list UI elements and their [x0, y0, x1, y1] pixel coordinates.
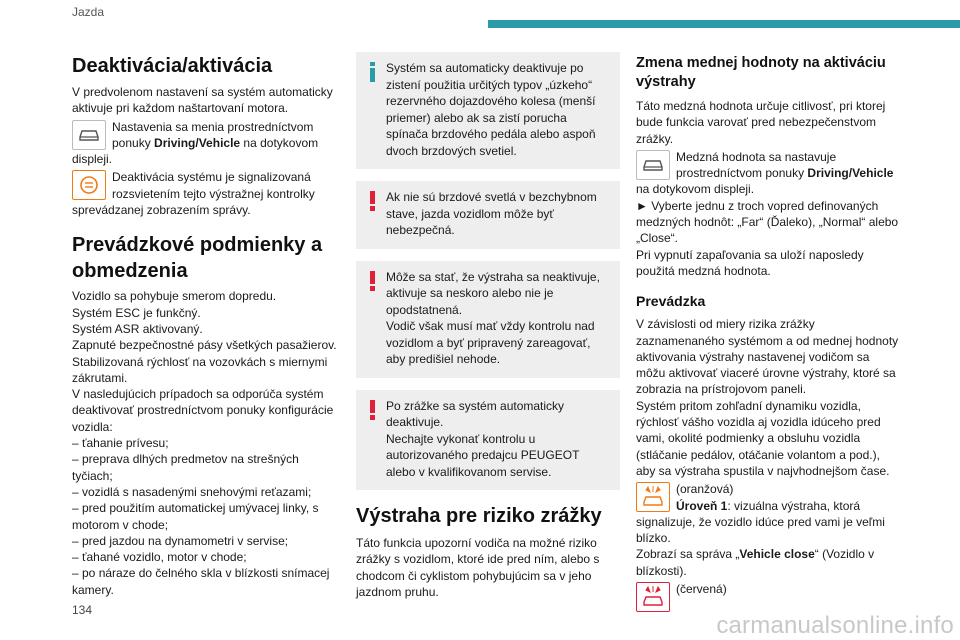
- warning-box-after-collision: [356, 390, 620, 491]
- threshold-settings-note: [636, 149, 902, 198]
- level-1-text: : vizuálna výstraha, ktorá signalizuje, že vozidlo idúce pred vami je veľmi blízko.: [636, 498, 885, 546]
- condition-line: – preprava dlhých predmetov na strešných tyčiach;: [72, 452, 299, 483]
- menu-vehicle: Vehicle: [198, 135, 241, 150]
- condition-line: Systém ASR aktivovaný.: [72, 321, 203, 336]
- menu-driving: Driving: [154, 135, 196, 150]
- warning-exclamation-icon: [369, 271, 377, 296]
- red-collision-alert-icon: [636, 582, 670, 612]
- settings-note-text: Nastavenia sa menia prostredníctvom ponuky: [112, 119, 314, 150]
- heading-threshold-change: Zmena mednej hodnoty na aktiváciu výstrahy: [636, 55, 886, 90]
- conditions-list: [72, 288, 342, 598]
- warning-exclamation-icon: [369, 400, 377, 425]
- car-settings-icon: [636, 150, 670, 180]
- paragraph-last-threshold-saved: Pri vypnutí zapaľovania sa uloží naposledy použitá medzná hodnota.: [636, 247, 864, 278]
- heading-operation: Prevádzka: [636, 293, 706, 310]
- condition-line: Vozidlo sa pohybuje smerom dopredu.: [72, 289, 277, 304]
- info-box: [356, 52, 620, 169]
- condition-line: – po náraze do čelného skla v blízkosti snímacej kamery.: [72, 566, 330, 597]
- menu-separator: /: [195, 135, 199, 150]
- condition-line: V nasledujúcich prípadoch sa odporúča systém deaktivovať prostredníctvom ponuky konfigurácie vozidla:: [72, 387, 334, 434]
- paragraph-choose-threshold: ► Vyberte jednu z troch vopred definovaných medzných hodnôt: „Far“ (Ďaleko), „Normal“ alebo „Close“.: [636, 198, 899, 246]
- red-label: (červená): [676, 582, 727, 597]
- paragraph-default-activation: V predvolenom nastavení sa systém automaticky aktivuje pri každom naštartovaní motora.: [72, 85, 333, 116]
- header-section-label: Jazda: [72, 5, 105, 19]
- column-right: [636, 52, 902, 612]
- paragraph-operation-levels: V závislosti od miery rizika zrážky zaznamenaného systémom a od mednej hodnoty aktivovania výstrahy nastavenej vodičom sa môžu aktivovať viaceré úrovne výstrahy, ktoré sa zobrazia na prístrojovom paneli.: [636, 317, 899, 397]
- menu-vehicle: Vehicle: [852, 166, 894, 181]
- column-left: [72, 52, 342, 598]
- settings-note: [72, 119, 342, 168]
- paragraph-threshold: Táto medzná hodnota určuje citlivosť, pri ktorej bude funkcia varovať pred nebezpečenstvom zrážky.: [636, 99, 886, 146]
- level1-note: [636, 481, 902, 546]
- condition-line: – vozidlá s nasadenými snehovými reťazami;: [72, 484, 312, 499]
- orange-collision-alert-icon: [636, 482, 670, 512]
- warning-text: Po zrážke sa systém automaticky deaktivuje. Nechajte vykonať kontrolu u autorizovaného predajcu PEUGEOT alebo v kvalifikovanom servise.: [386, 398, 580, 479]
- car-settings-icon: [72, 120, 106, 150]
- warning-lamp-text: Deaktivácia systému je signalizovaná rozsvietením tejto výstražnej kontrolky sprevádzanej zobrazením správy.: [72, 170, 315, 218]
- condition-line: – ťahané vozidlo, motor v chode;: [72, 550, 247, 565]
- menu-separator: /: [848, 166, 853, 181]
- header-accent-bar: [488, 20, 960, 28]
- condition-line: Systém ESC je funkčný.: [72, 305, 201, 320]
- orange-label: (oranžová): [676, 482, 734, 497]
- level2-note: [636, 581, 902, 597]
- condition-line: – ťahanie prívesu;: [72, 436, 169, 451]
- paragraph-operation-dynamics: Systém pritom zohľadní dynamiku vozidla, rýchlosť vášho vozidla aj vozidla idúceho pred vami, okolité podmienky a obsluhu vozidla (stláčanie pedálov, otáčanie volantom a pod.), aby sa výstraha spustila v najvhodnejšom čase.: [636, 398, 890, 478]
- message-vehicle-close: Vehicle close: [739, 547, 815, 562]
- settings-note-tail: na dotykovom displeji.: [72, 135, 319, 167]
- heading-operating-conditions: Prevádzkové podmienky a obmedzenia: [72, 234, 323, 283]
- level-1-label: Úroveň 1: [676, 498, 728, 513]
- message-prefix: Zobrazí sa správa „: [636, 547, 740, 562]
- column-middle: [356, 52, 620, 600]
- info-box-text: Systém sa automaticky deaktivuje po zistení použitia určitých typov „úzkeho“ rezervného dojazdového kolesa (menší priemer) alebo ak sa zistí porucha spínača brzdového pedála alebo aspoň dvoch brzdových svetiel.: [386, 61, 596, 158]
- condition-line: – pred použitím automatickej umývacej linky, s motorom v chode;: [72, 501, 319, 532]
- collision-warning-lamp-icon: [72, 170, 106, 200]
- condition-line: Zapnuté bezpečnostné pásy všetkých pasažierov.: [72, 338, 337, 353]
- warning-text: Ak nie sú brzdové svetlá v bezchybnom stave, jazda vozidlom môže byť nebezpečná.: [386, 190, 597, 237]
- condition-line: Stabilizovaná rýchlosť na vozovkách s miernymi zákrutami.: [72, 354, 328, 385]
- info-icon: [369, 62, 377, 87]
- warning-text: Môže sa stať, že výstraha sa neaktivuje, aktivuje sa neskoro alebo nie je opodstatnená. Vodič však musí mať vždy kontrolu nad vozidlom a byť pripravený zareagovať, aby predišiel nehode.: [386, 269, 600, 366]
- watermark: carmanualsonline.info: [716, 612, 954, 639]
- heading-collision-warning: Výstraha pre riziko zrážky: [356, 505, 602, 527]
- heading-deactivation: Deaktivácia/aktivácia: [72, 55, 273, 77]
- warning-exclamation-icon: [369, 191, 377, 216]
- warning-lamp-note: [72, 169, 342, 218]
- paragraph-collision-warning: Táto funkcia upozorní vodiča na možné riziko zrážky s vozidlom, ktoré ide pred ním, alebo s chodcom či cyklistom pohybujúcim sa v jeho jazdnom pruhu.: [356, 536, 600, 599]
- condition-line: – pred jazdou na dynamometri v servise;: [72, 533, 289, 548]
- threshold-note-tail: na dotykovom displeji.: [636, 182, 755, 197]
- message-suffix: “ (Vozidlo v blízkosti).: [636, 547, 875, 578]
- warning-box-brake-lights: [356, 181, 620, 249]
- page-number: 134: [72, 603, 93, 617]
- warning-box-driver-control: [356, 261, 620, 378]
- menu-driving: Driving: [807, 166, 849, 181]
- threshold-note-text: Medzná hodnota sa nastavuje prostredníctvom ponuky: [676, 149, 837, 181]
